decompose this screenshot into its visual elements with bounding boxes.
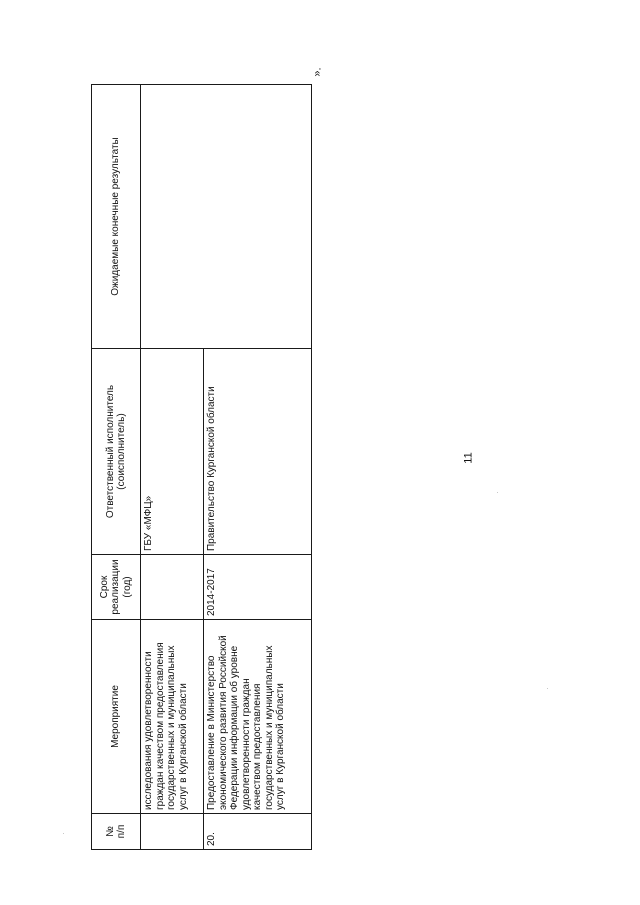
- header-result: Ожидаемые конечные результаты: [92, 85, 141, 349]
- header-period: Срок реализации (год): [92, 555, 141, 620]
- cell-number: 20.: [204, 814, 312, 850]
- scan-speck: [547, 688, 548, 689]
- closing-quote-mark: ».: [311, 67, 324, 77]
- scan-speck: [63, 833, 64, 834]
- header-number: № п/п: [92, 814, 141, 850]
- table-row: [141, 85, 204, 850]
- page-number: 11: [462, 452, 475, 464]
- cell-executor: Правительство Курганской области: [204, 349, 312, 555]
- cell-measure: исследования удовлетворенности граждан качеством предоставления государственных и муниципальных услуг в Курганской области: [141, 620, 204, 814]
- measures-table: [91, 84, 312, 850]
- cell-number: [141, 814, 204, 850]
- cell-period: [141, 555, 204, 620]
- cell-measure: Предоставление в Министерство экономического развития Российской Федерации информации об уровне удовлетворенности граждан качеством предоставления государственных и муниципальных услуг в Курганской области: [204, 620, 312, 814]
- scan-speck: [497, 492, 498, 493]
- header-executor: Ответственный исполнитель (соисполнитель): [92, 349, 141, 555]
- rotated-table-container: [91, 85, 310, 850]
- cell-result: [141, 85, 312, 349]
- table-header-row: [92, 85, 141, 850]
- cell-executor: ГБУ «МФЦ»: [141, 349, 204, 555]
- cell-period: 2014-2017: [204, 555, 312, 620]
- header-measure: Мероприятие: [92, 620, 141, 814]
